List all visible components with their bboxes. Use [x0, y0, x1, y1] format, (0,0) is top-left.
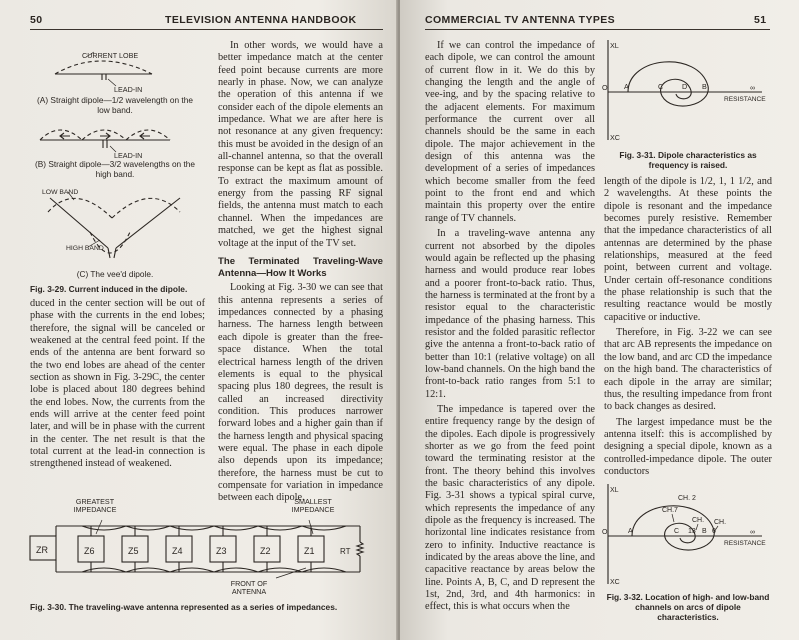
fig331-label-xc: XC [610, 133, 620, 142]
label-greatest-impedance: GREATEST IMPEDANCE [73, 497, 117, 515]
fig331-point-d: D [682, 82, 688, 91]
impedance-z1: Z1 [304, 546, 315, 556]
impedance-z2: Z2 [260, 546, 271, 556]
fig331-label-infinity: ∞ [750, 83, 756, 92]
left-page-column-2 [218, 40, 383, 505]
fig331-label-resistance: RESISTANCE [724, 96, 766, 103]
caption-3-29c: (C) The vee'd dipole. [76, 269, 154, 279]
right-col2-paragraph-2: Therefore, in Fig. 3-22 we can see that arc AB represents the impedance on the low band, and arc CD the impedance on the high band. The characteristics of each dipole in the array are similar; thus, the resulting impedance from front to back changes as desired. [604, 327, 772, 413]
right-col1-paragraph-3: The impedance is tapered over the entire frequency range by the design of the dipoles. Each dipole is progressively shorter as we go from the feed point toward the terminating resistor at the front. The theory behind this involves the basic characteristics of any dipole. Fig. 3-31 shows a typical spiral curve, which represents the impedance of any dipole as the frequency is increased. The horizontal line indicates resistance from zero to infinity. Inductive reactance is indicated by the areas above the line, and capacitive reactance by areas below the line. Points A, B, C, and D represent the 1st, 2nd, 3rd, and 4th harmonics: in effect, this is what occurs when the [425, 403, 595, 613]
right-page [400, 0, 799, 640]
label-high-band: HIGH BAND [66, 245, 104, 252]
figure-3-31-drawing [602, 36, 774, 146]
fig331-point-a: A [624, 82, 629, 91]
fig332-label-o: O [602, 529, 608, 536]
label-front-of-antenna: FRONT OF ANTENNA [230, 579, 268, 597]
section-heading-terminated-antenna: The Terminated Traveling-Wave Antenna—How It Works [218, 255, 383, 279]
fig332-label-ch2: CH. 2 [678, 495, 696, 502]
right-col1-paragraph-2: In a traveling-wave antenna any current not absorbed by the dipoles would again be reflected up the phasing harness and would produce rear lobes and a poorer front-to-back ratio. Thus, the harness is terminated at the front by a resistor equal to the characteristic impedance of the phasing harness. This resistor and the folded parasitic reflector give the antenna a front-to-back ratio of better than 10:1 (relative voltage) on all low-band channels. On the high band the front-to-back ratio ranges from 5:1 to 12:1. [425, 228, 595, 400]
fig332-label-ch-right: CH. [714, 519, 727, 526]
fig332-label-resistance: RESISTANCE [724, 540, 766, 547]
impedance-z3: Z3 [216, 546, 227, 556]
fig332-label-13: 13 [688, 528, 696, 535]
figure-3-30-drawing [24, 512, 384, 598]
right-page-column-1 [425, 40, 595, 614]
impedance-rt: RT [340, 547, 351, 556]
col2-paragraph-2: Looking at Fig. 3-30 we can see that this antenna represents a series of impedances connected by a phasing harness. The harness length between each dipole is greater than the free-space distance. When the total electrical harness length of the driven elements is equal to the physical spacing plus 180 degrees, the result is called an increased directivity condition. This produces narrower forward lobes and a higher gain than if the harness length and physical spacing were equal. The phase in each dipole also depends upon its impedance; therefore, the harness must be cut to compensate for variation in impedance between each dipole. [218, 282, 383, 504]
right-col2-paragraph-1: length of the dipole is 1/2, 1, 1 1/2, and 2 wavelengths. At these points the dipole is resonant and the impedance becomes purely resistive. Remember that the impedance characteristics of all antennas are determined by the phase relationships, measured at the feed point, between current and voltage. Under certain off-resonance conditions the phase relationship is such that the resulting reactance would be mostly capacitive or inductive. [604, 176, 772, 323]
running-head-right: COMMERCIAL TV ANTENNA TYPES [425, 14, 616, 26]
impedance-z4: Z4 [172, 546, 183, 556]
running-head-left: TELEVISION ANTENNA HANDBOOK [165, 14, 357, 26]
left-page [0, 0, 398, 640]
label-smallest-impedance: SMALLEST IMPEDANCE [291, 497, 335, 515]
right-page-column-2 [604, 176, 772, 478]
fig332-label-ch-mid: CH. [692, 517, 705, 524]
caption-fig-3-30: Fig. 3-30. The traveling-wave antenna represented as a series of impedances. [30, 602, 338, 612]
fig332-label-infinity: ∞ [750, 529, 755, 536]
fig332-label-xc: XC [610, 579, 620, 586]
col1-paragraph: duced in the center section will be out of phase with the currents in the end lobes; therefore, the signal will be canceled or weakened at the central feed point. If the ends of the antenna are bent forward so the two end lobes are ahead of the center section as shown in Fig. 3-29C, the center lobe is placed about 180 degrees behind the end lobes. Now, the currents from the ends will arrive at the center feed point later, and will be in phase with the current in the center. The net result is that the total current at the lead-in connection is strengthened instead of weakened. [30, 298, 205, 470]
caption-fig-3-32: Fig. 3-32. Location of high- and low-band channels on arcs of dipole characteristics. [606, 592, 770, 622]
page-number-right: 51 [754, 14, 767, 26]
label-low-band: LOW BAND [42, 189, 79, 196]
figure-3-32-drawing [602, 480, 774, 590]
fig332-label-b: B [702, 528, 707, 535]
fig332-label-a: A [628, 528, 633, 535]
fig332-label-c: C [674, 528, 680, 535]
fig332-label-ch7: CH.7 [662, 507, 678, 514]
caption-fig-3-29: Fig. 3-29. Current induced in the dipole. [30, 284, 188, 294]
fig331-label-o: O [602, 83, 608, 92]
impedance-zr: ZR [36, 545, 48, 555]
fig331-label-xl: XL [610, 41, 619, 50]
left-page-column-1 [30, 298, 205, 471]
header-rule-right [425, 29, 770, 30]
fig331-point-c: C [658, 82, 664, 91]
impedance-z5: Z5 [128, 546, 139, 556]
label-current-lobe: CURRENT LOBE [82, 51, 139, 60]
caption-3-29b: (B) Straight dipole—3/2 wavelengths on the high band. [34, 159, 196, 179]
caption-fig-3-31: Fig. 3-31. Dipole characteristics as frequency is raised. [619, 150, 757, 170]
label-lead-in-a: LEAD-IN [114, 85, 143, 94]
fig332-label-6: 6 [712, 528, 716, 535]
right-col2-paragraph-3: The largest impedance must be the antenna itself: this is accomplished by designing a special dipole, known as a controlled-impedance dipole. The outer conductors [604, 416, 772, 477]
fig332-label-xl: XL [610, 487, 619, 494]
col2-paragraph-1: In other words, we would have a better impedance match at the center feed point because currents are more nearly in phase. Now, we can analyze the operation of this antenna if we consider each of the dipole elements an impedance. What we are after here is not resonance at any given frequency: this must be avoided in the design of an all-channel antenna, so that the overall response can be kept as flat as possible. To extract the maximum amount of energy from the passing RF signal fields, the antenna must match to each channel. When the impedances are matched, we get the highest signal voltage at the input of the TV set. [218, 40, 383, 249]
caption-3-29a: (A) Straight dipole—1/2 wavelength on the low band. [37, 95, 193, 115]
fig331-point-b: B [702, 82, 707, 91]
page-number-left: 50 [30, 14, 43, 26]
label-lead-in-b: LEAD-IN [114, 151, 143, 160]
right-col1-paragraph-1: If we can control the impedance of each dipole, we can control the amount of current flow in it. We do this by changing the length and the angle of vee-ing, and by the spacing relative to the adjacent elements. For maximum performance the current over all channels should be the same in each dipole. The major achievement in the design of this antenna was the development of a series of impedances which become smaller from the feed point to the front end and which maintain this property over the entire range of TV channels. [425, 40, 595, 224]
impedance-z6: Z6 [84, 546, 95, 556]
header-rule-left [30, 29, 383, 30]
